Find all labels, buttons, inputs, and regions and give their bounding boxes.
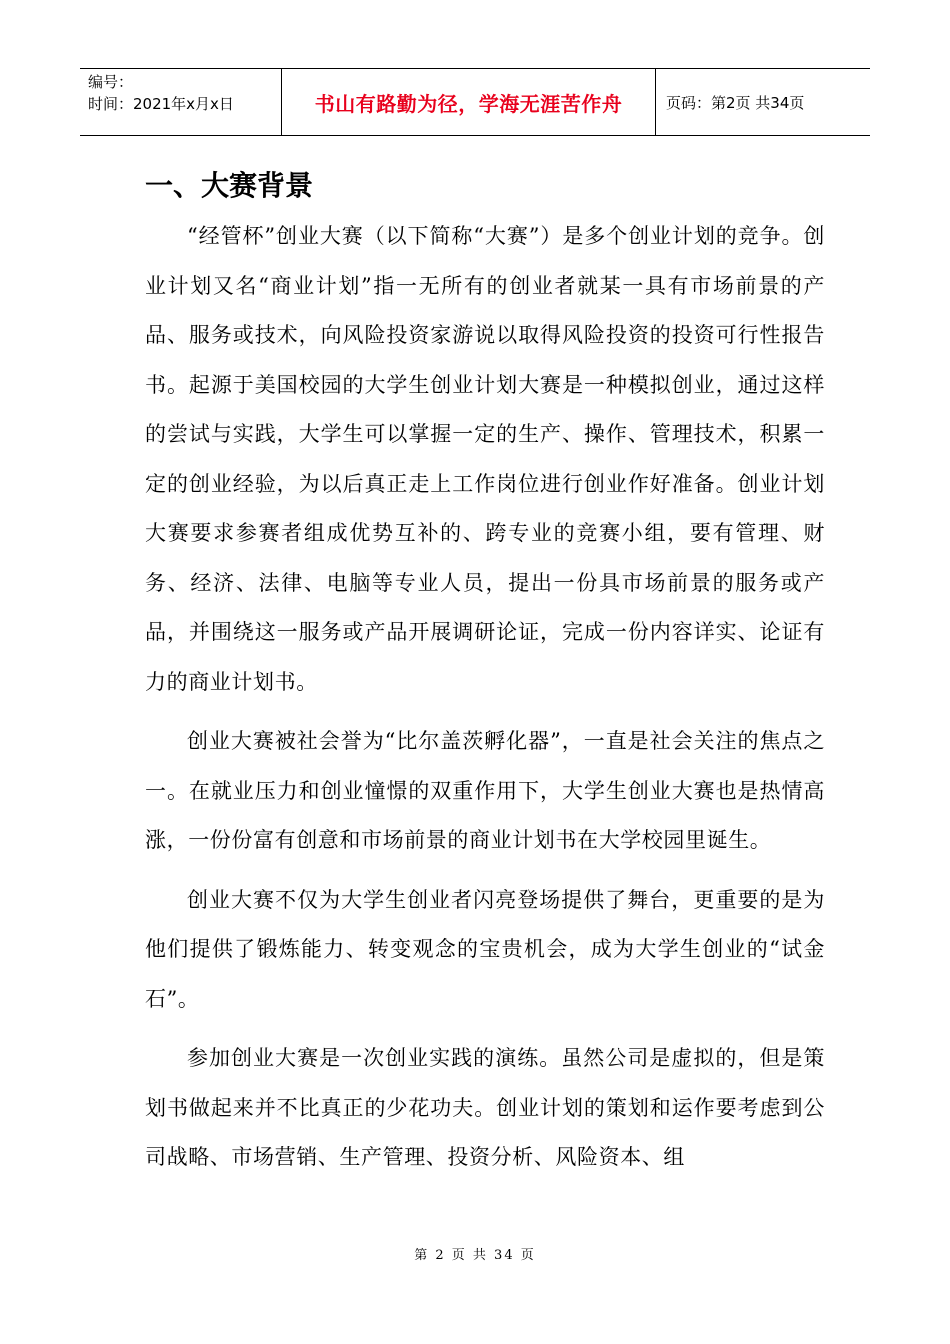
document-number-label: 编号： (88, 73, 134, 91)
header-motto: 书山有路勤为径，学海无涯苦作舟 (282, 69, 656, 135)
document-date-label: 时间：2021年x月x日 (88, 95, 234, 113)
header-page-info: 页码：第2页 共34页 (666, 93, 805, 112)
header-left-cell (80, 69, 282, 135)
page-footer: 第 2 页 共 34 页 (414, 1248, 536, 1263)
paragraph: 创业大赛不仅为大学生创业者闪亮登场提供了舞台，更重要的是为他们提供了锻炼能力、转变观念的宝贵机会，成为大学生创业的“试金石”。 (145, 887, 825, 1011)
document-body (145, 160, 825, 1193)
header-table (80, 68, 870, 136)
section-title: 一、大赛背景 (145, 169, 314, 202)
paragraph: 参加创业大赛是一次创业实践的演练。虽然公司是虚拟的，但是策划书做起来并不比真正的少花功夫。创业计划的策划和运作要考虑到公司战略、市场营销、生产管理、投资分析、风险资本、组 (145, 1046, 825, 1169)
paragraph: 创业大赛被社会誉为“比尔盖茨孵化器”，一直是社会关注的焦点之一。在就业压力和创业憧憬的双重作用下，大学生创业大赛也是热情高涨，一份份富有创意和市场前景的商业计划书在大学校园里诞生。 (145, 729, 825, 852)
paragraph: “经管杯”创业大赛（以下简称“大赛”）是多个创业计划的竞争。创业计划又名“商业计划”指一无所有的创业者就某一具有市场前景的产品、服务或技术，向风险投资家游说以取得风险投资的投资可行性报告书。起源于美国校园的大学生创业计划大赛是一种模拟创业，通过这样的尝试与实践，大学生可以掌握一定的生产、操作、管理技术，积累一定的创业经验，为以后真正走上工作岗位进行创业作好准备。创业计划大赛要求参赛者组成优势互补的、跨专业的竞赛小组，要有管理、财务、经济、法律、电脑等专业人员，提出一份具市场前景的服务或产品，并围绕这一服务或产品开展调研论证，完成一份内容详实、论证有力的商业计划书。 (145, 224, 825, 694)
